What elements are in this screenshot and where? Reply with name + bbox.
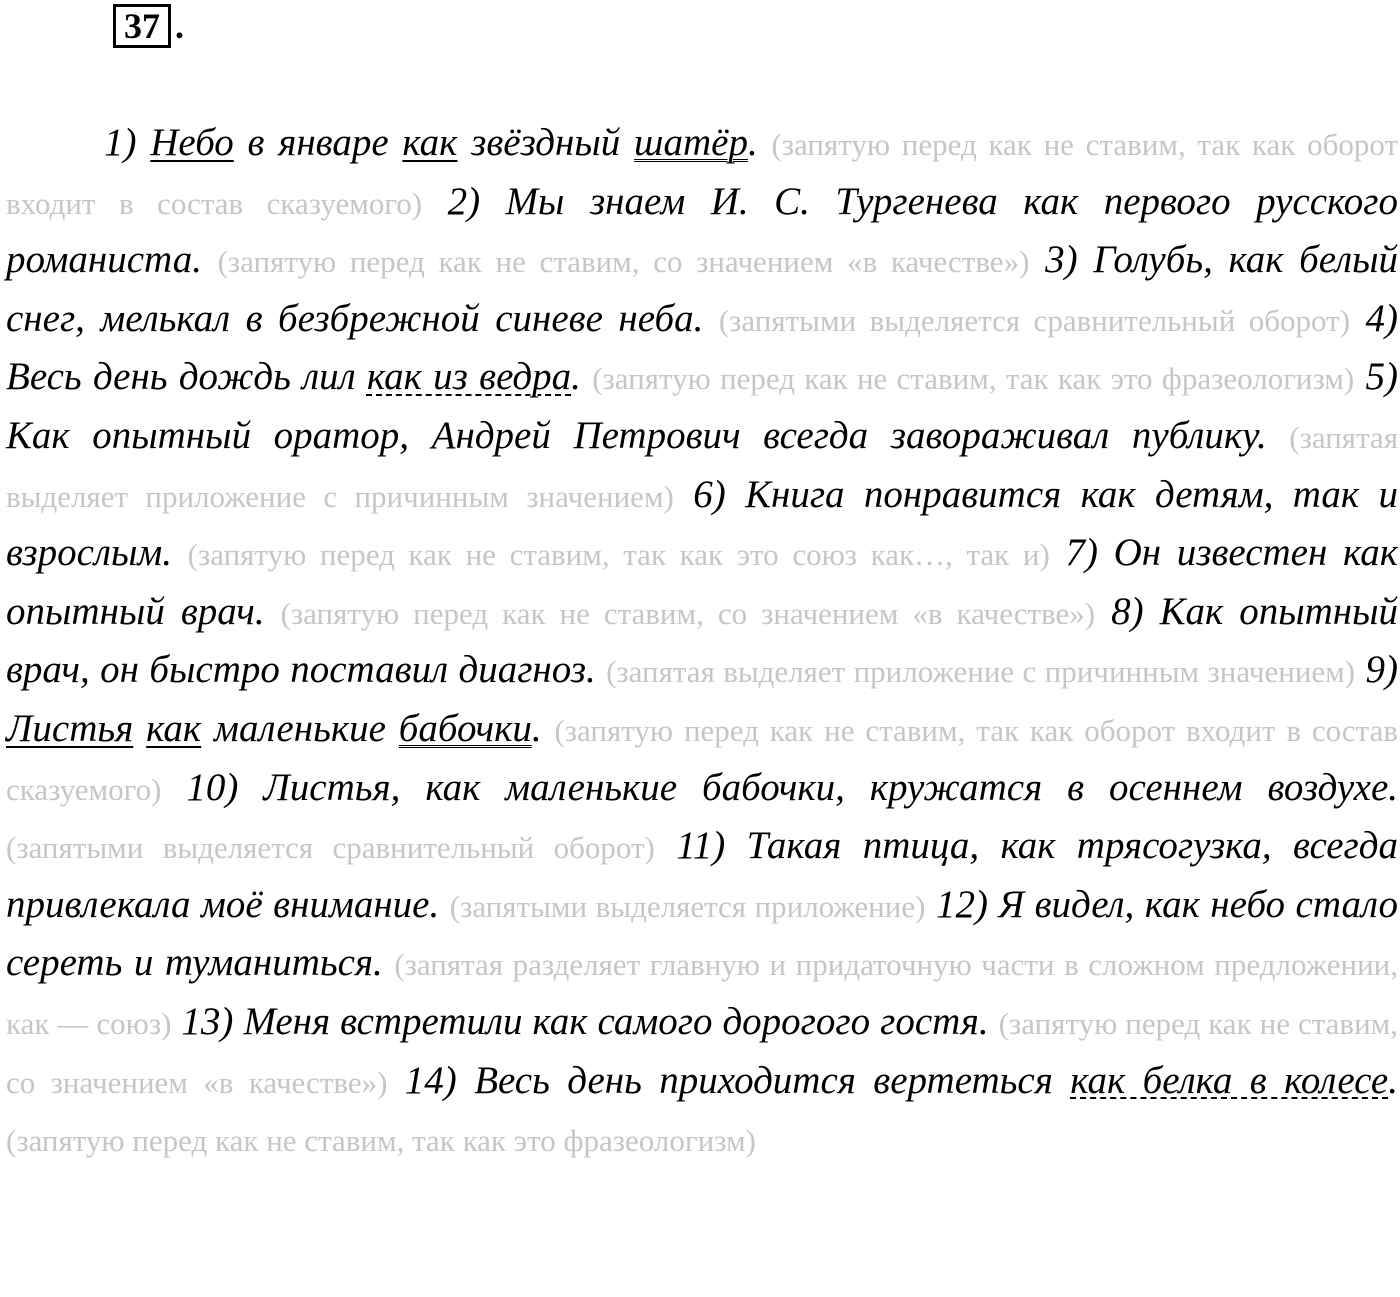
- exercise-text: [6, 115, 1398, 1170]
- sentence-text: Книга понравится как детям, так и взрослым.: [6, 472, 1399, 575]
- sentence-text: [133, 707, 146, 750]
- sentence-text: в январе: [233, 121, 403, 164]
- sentence-text: Я видел, как небо стало сереть и туманиться.: [6, 882, 1398, 985]
- sentence-text: Как опытный врач, он быстро поставил диагноз.: [6, 589, 1399, 692]
- item-number: 14): [404, 1058, 457, 1102]
- sentence-predicate-fragment: шатёр: [634, 121, 748, 164]
- item-note: (запятую перед как не ставим, со значением «в качестве»): [280, 595, 1096, 631]
- exercise-number-text: 37: [124, 6, 160, 46]
- sentence-predicate-fragment: бабочки: [398, 706, 532, 750]
- item-number: 10): [186, 765, 239, 809]
- item-note: (запятая разделяет главную и придаточную части в сложном предложении, как — союз): [6, 947, 1399, 1041]
- item-note: (запятую перед как не ставим, со значением «в качестве»): [6, 1005, 1399, 1100]
- item-number: 8): [1111, 589, 1144, 633]
- item-number: 12): [935, 882, 988, 926]
- item-number: 11): [676, 824, 726, 868]
- sentence-text: Он известен как опытный врач.: [6, 531, 1399, 633]
- sentence-subject-fragment: как: [402, 121, 458, 164]
- item-note: (запятыми выделяется приложение): [449, 888, 926, 924]
- sentence-text: Меня встретили как самого дорогого гостя.: [243, 999, 989, 1043]
- sentence-text: .: [531, 706, 542, 750]
- sentence-text: Такая птица, как трясогузка, всегда привлекала моё внимание.: [6, 824, 1398, 926]
- sentence-text: маленькие: [201, 706, 399, 750]
- sentence-text: Весь день приходится вертеться: [474, 1058, 1071, 1102]
- item-note: (запятая выделяет приложение с причинным значением): [606, 654, 1356, 690]
- item-note: (запятую перед как не ставим, так как оборот входит в состав сказуемого): [6, 712, 1398, 807]
- sentence-text: Мы знаем И. С. Тургенева как первого русского романиста.: [6, 179, 1399, 282]
- sentence-subject-fragment: как: [146, 706, 202, 750]
- sentence-dashed-fragment: как белка в колесе: [1070, 1058, 1389, 1102]
- sentence-text: .: [747, 121, 758, 164]
- sentence-text: Голубь, как белый снег, мелькал в безбрежной синеве неба.: [6, 238, 1399, 340]
- item-number: 9): [1365, 648, 1398, 692]
- sentence-text: .: [1388, 1058, 1398, 1102]
- item-note: (запятая выделяет приложение с причинным значением): [6, 419, 1399, 514]
- item-note: (запятую перед как не ставим, со значением «в качестве»): [217, 244, 1030, 280]
- item-note: (запятыми выделяется сравнительный оборот): [718, 302, 1351, 338]
- sentence-subject-fragment: Небо: [150, 121, 234, 164]
- sentence-text: Как опытный оратор, Андрей Петрович всегда завораживал публику.: [6, 413, 1267, 457]
- item-note: (запятыми выделяется сравнительный оборот): [6, 830, 655, 866]
- item-number: 3): [1045, 238, 1078, 282]
- item-note: (запятую перед как не ставим, так как это фразеологизм): [6, 1123, 756, 1159]
- sentence-text: Весь день дождь лил: [6, 355, 367, 399]
- item-number: 6): [693, 472, 726, 516]
- exercise-number-dot: .: [175, 6, 184, 46]
- item-note: (запятую перед как не ставим, так как это фразеологизм): [592, 361, 1355, 397]
- exercise-number: [113, 4, 171, 48]
- item-note: (запятую перед как не ставим, так как оборот входит в состав сказуемого): [6, 127, 1398, 221]
- item-number: 7): [1065, 531, 1098, 575]
- sentence-dashed-fragment: как из ведра: [366, 355, 572, 399]
- sentence-subject-fragment: Листья: [6, 706, 134, 750]
- item-number: 4): [1365, 296, 1398, 340]
- item-note: (запятую перед как не ставим, так как это союз как…, так и): [187, 537, 1050, 573]
- sentence-text: звёздный: [457, 121, 635, 164]
- sentence-text: .: [571, 355, 581, 399]
- item-number: 5): [1365, 355, 1399, 399]
- item-number: 13): [181, 999, 234, 1043]
- item-number: 1): [104, 121, 137, 164]
- item-number: 2): [447, 179, 481, 223]
- sentence-text: Листья, как маленькие бабочки, кружатся в осеннем воздухе.: [263, 765, 1399, 809]
